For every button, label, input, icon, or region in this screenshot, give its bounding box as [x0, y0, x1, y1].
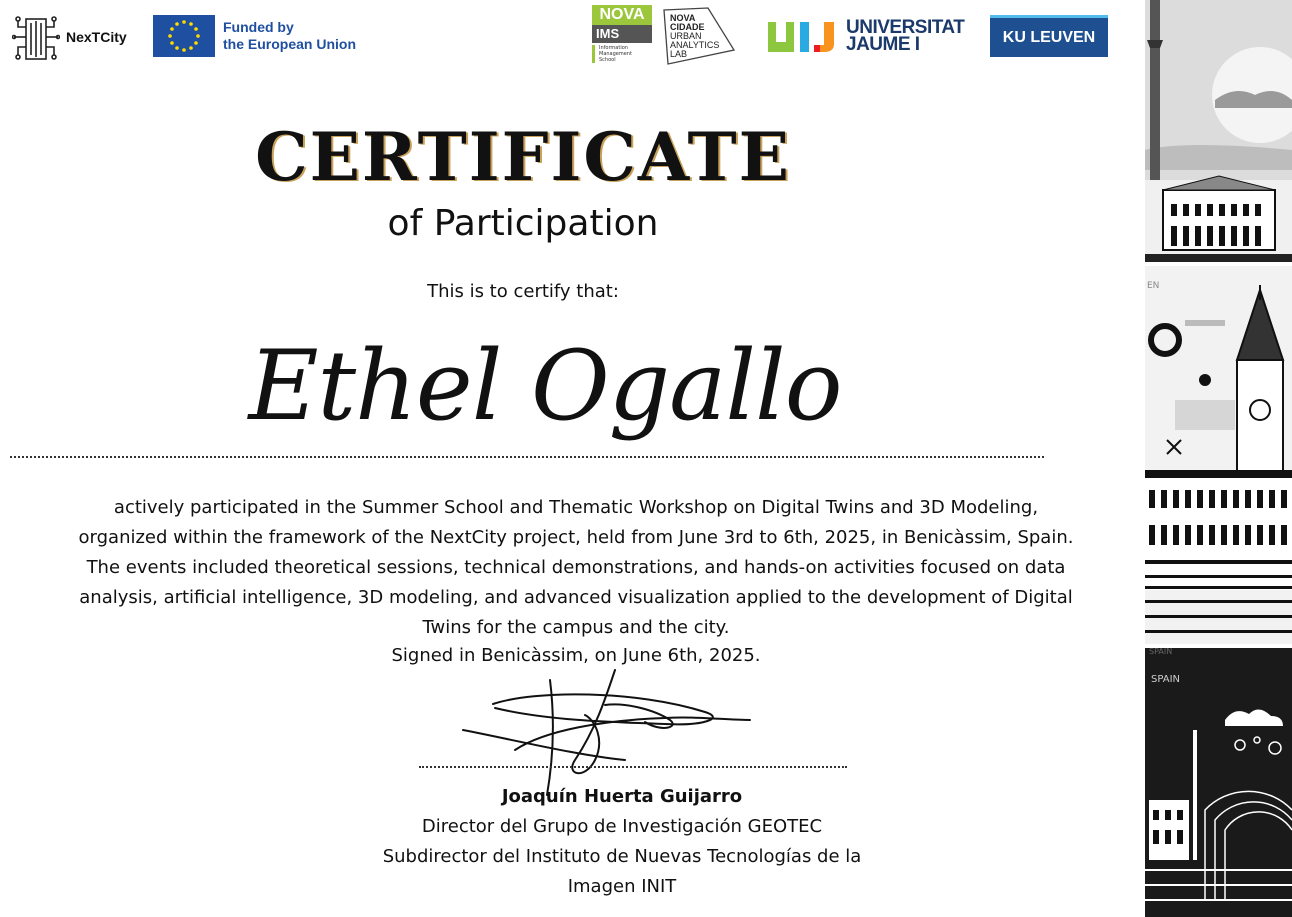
nova-lab-line-5: LAB [670, 49, 688, 59]
nova-lab-line-1: NOVA [670, 13, 696, 23]
signed-location-date: Signed in Benicàssim, on June 6th, 2025. [391, 645, 761, 666]
eu-funding-line2: the European Union [223, 36, 356, 52]
nova-ims-sub-2: Management [599, 51, 632, 57]
body-line-5: Twins for the campus and the city. [422, 617, 730, 638]
nova-lab-line-2: CIDADE [670, 22, 705, 32]
nova-ims-top: NOVA [592, 5, 652, 25]
art-label-en: EN [1147, 281, 1160, 291]
ku-leuven-logo: KU LEUVEN [990, 15, 1108, 57]
art-label-spain: SPAIN [1151, 674, 1181, 685]
uji-logo [766, 16, 966, 56]
certify-intro: This is to certify that: [427, 281, 619, 302]
name-underline [10, 456, 1044, 458]
certificate-body [40, 493, 1112, 643]
uji-line-1: UNIVERSITAT [846, 17, 965, 38]
nova-ims-mid: IMS [592, 25, 652, 43]
nova-ims-sub-1: Information [599, 45, 628, 51]
signature-line [419, 766, 847, 768]
body-line-3: The events included theoretical sessions, technical demonstrations, and hands-on activities focused on data [86, 557, 1066, 578]
city-illustration [1145, 0, 1292, 917]
eu-funding-logo [153, 14, 373, 58]
body-line-2: organized within the framework of the NextCity project, held from June 3rd to 6th, 2025, in Benicàssim, Spain. [78, 527, 1074, 548]
certificate-title: CERTIFICATE [255, 118, 791, 196]
art-label-spain-faint: SPAIN [1149, 647, 1173, 656]
certificate-subtitle: of Participation [387, 203, 659, 244]
handwritten-signature [455, 660, 755, 800]
signer-role-1: Director del Grupo de Investigación GEOTEC [421, 816, 823, 837]
signer-role-3: Imagen INIT [567, 876, 677, 897]
uji-line-2: JAUME I [846, 34, 920, 55]
circuit-building-icon [12, 11, 60, 63]
nextcity-logo-text: NexTCity [66, 29, 127, 45]
nova-lab-line-3: URBAN [670, 31, 702, 41]
nextcity-logo [12, 10, 142, 64]
body-line-1: actively participated in the Summer School and Thematic Workshop on Digital Twins and 3D Modeling, [113, 497, 1039, 518]
body-line-4: analysis, artificial intelligence, 3D modeling, and advanced visualization applied to the development of Digital [79, 587, 1073, 608]
signer-role-2: Subdirector del Instituto de Nuevas Tecnologías de la [382, 846, 862, 867]
nova-ims-logo [592, 5, 652, 67]
nova-ims-sub-3: School [599, 57, 616, 63]
city-illustration-strip [1145, 0, 1292, 917]
uji-mark-icon [766, 18, 838, 54]
signer-name: Joaquín Huerta Guijarro [501, 786, 743, 807]
recipient-name: Ethel Ogallo [248, 330, 842, 442]
nova-lab-line-4: ANALYTICS [670, 40, 720, 50]
nova-urban-lab-logo [660, 6, 736, 66]
eu-funding-line1: Funded by [223, 19, 294, 35]
eu-flag-icon [153, 15, 215, 57]
